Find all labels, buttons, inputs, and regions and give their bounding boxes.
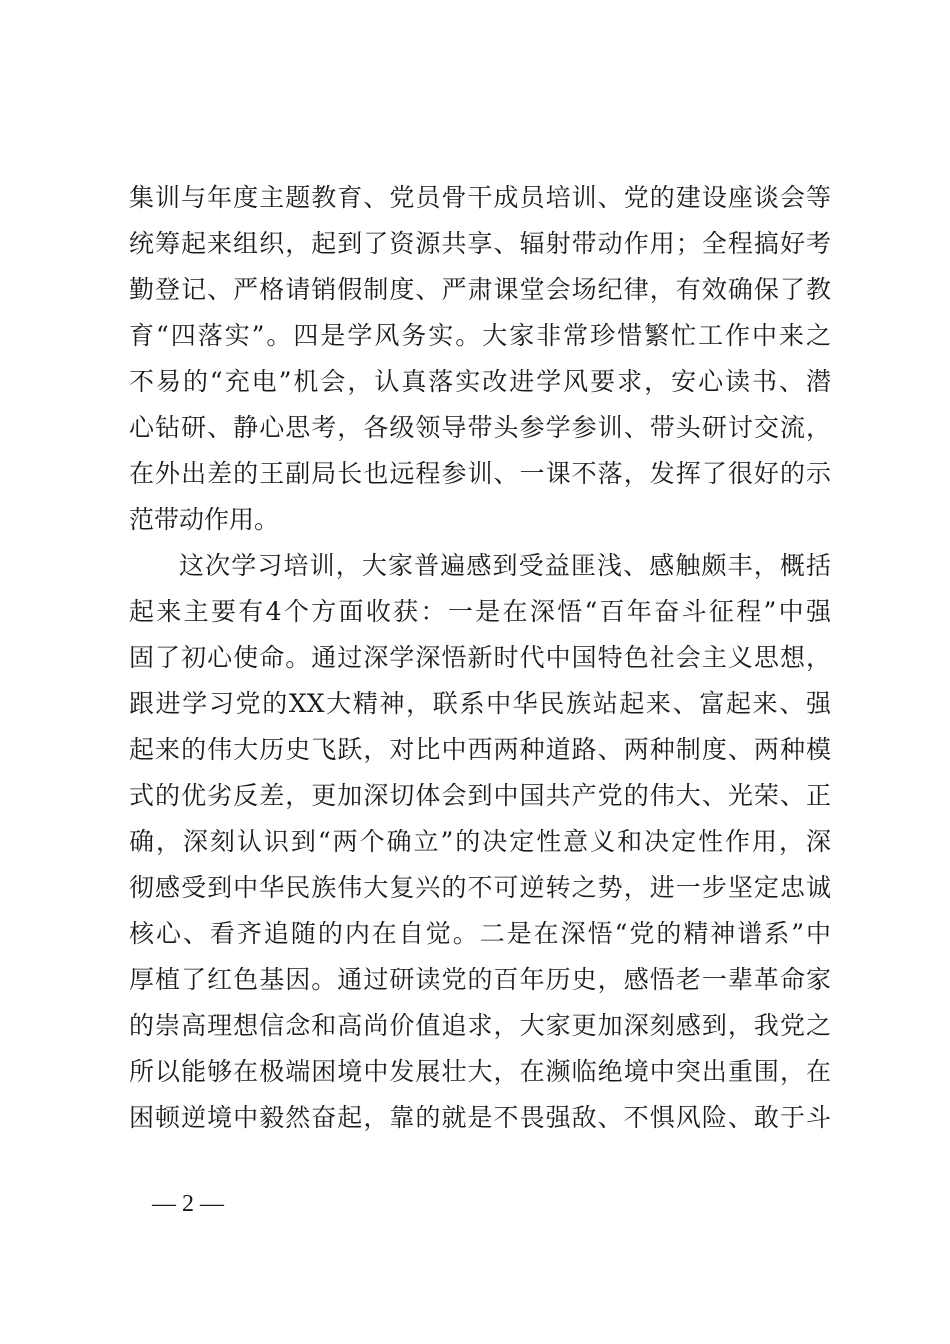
paragraph-1 (129, 175, 831, 543)
text-line: 不易的“充电”机会，认真落实改进学风要求，安心读书、潜 (129, 367, 831, 396)
text-line: 勤登记、严格请销假制度、严肃课堂会场纪律，有效确保了教 (129, 275, 831, 304)
text-line: 在外出差的王副局长也远程参训、一课不落，发挥了很好的示 (129, 459, 831, 488)
text-line: 的崇高理想信念和高尚价值追求，大家更加深刻感到，我党之 (129, 1011, 831, 1040)
paragraph-2 (129, 543, 831, 1141)
text-line: 确，深刻认识到“两个确立”的决定性意义和决定性作用，深 (129, 827, 831, 856)
text-line: 集训与年度主题教育、党员骨干成员培训、党的建设座谈会等 (129, 183, 831, 212)
text-line: 这次学习培训，大家普遍感到受益匪浅、感触颇丰，概括 (179, 551, 831, 580)
text-line: 所以能够在极端困境中发展壮大，在濒临绝境中突出重围，在 (129, 1057, 831, 1086)
text-line: 厚植了红色基因。通过研读党的百年历史，感悟老一辈革命家 (129, 965, 831, 994)
body-text (129, 175, 831, 1141)
text-line: 跟进学习党的XX大精神，联系中华民族站起来、富起来、强 (129, 689, 831, 718)
text-line: 困顿逆境中毅然奋起，靠的就是不畏强敌、不惧风险、敢于斗 (129, 1103, 831, 1132)
page-number: — 2 — (152, 1191, 224, 1217)
text-line: 育“四落实”。四是学风务实。大家非常珍惜繁忙工作中来之 (129, 321, 831, 350)
text-line: 心钻研、静心思考，各级领导带头参学参训、带头研讨交流， (129, 413, 831, 442)
text-line: 彻感受到中华民族伟大复兴的不可逆转之势，进一步坚定忠诚 (129, 873, 831, 902)
text-line: 核心、看齐追随的内在自觉。二是在深悟“党的精神谱系”中 (129, 919, 831, 948)
text-line: 式的优劣反差，更加深切体会到中国共产党的伟大、光荣、正 (129, 781, 831, 810)
text-line: 起来的伟大历史飞跃，对比中西两种道路、两种制度、两种模 (129, 735, 831, 764)
text-line: 起来主要有4个方面收获：一是在深悟“百年奋斗征程”中强 (129, 597, 831, 626)
text-line: 统筹起来组织，起到了资源共享、辐射带动作用；全程搞好考 (129, 229, 831, 258)
text-line: 范带动作用。 (129, 505, 280, 534)
text-line: 固了初心使命。通过深学深悟新时代中国特色社会主义思想， (129, 643, 831, 672)
